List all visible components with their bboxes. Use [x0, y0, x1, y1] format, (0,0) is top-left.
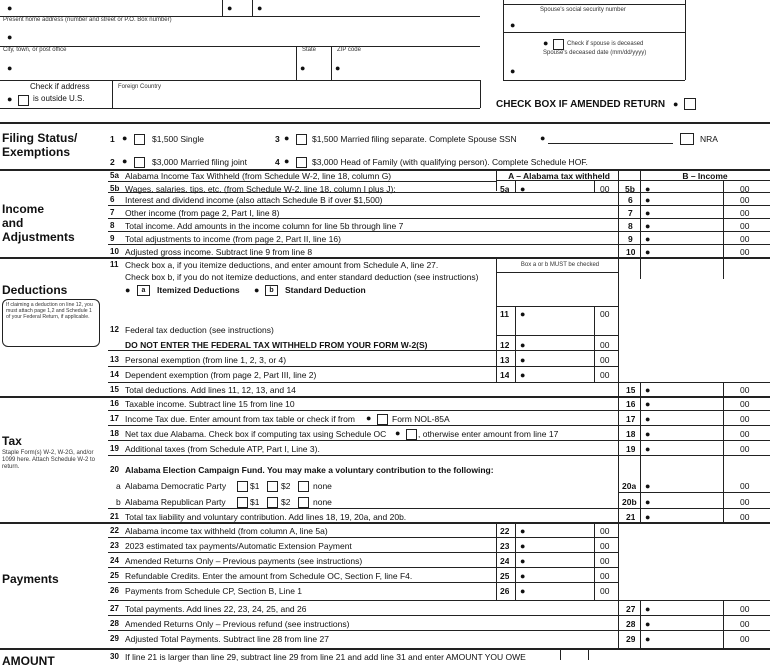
- deceased-checkbox[interactable]: [553, 39, 564, 50]
- address-label: Present home address (number and street or P.O. Box number): [3, 17, 172, 23]
- line-28-label: Amended Returns Only – Previous refund (see instructions): [125, 619, 350, 629]
- line-12-note: DO NOT ENTER THE FEDERAL TAX WITHHELD FROM YOUR FORM W-2(S): [125, 340, 428, 350]
- box-label: 29: [626, 634, 636, 644]
- line-13-label: Personal exemption (from line 1, 2, 3, or 4): [125, 355, 287, 365]
- line-18-label: Net tax due Alabama. Check box if computing tax using Schedule OC: [125, 429, 387, 439]
- nra-label: NRA: [700, 134, 718, 144]
- deductions-title: Deductions: [2, 283, 68, 297]
- line-12-label: Federal tax deduction (see instructions): [125, 325, 274, 335]
- line-29-input[interactable]: ●: [645, 634, 651, 644]
- cents: 00: [600, 586, 610, 596]
- income-title-2: and: [2, 216, 24, 230]
- line-number: 1: [110, 134, 115, 144]
- line-5a-label: Alabama Income Tax Withheld (from Schedule W-2, line 18, column G): [125, 171, 392, 181]
- line-20-label: Alabama Election Campaign Fund. You may make a voluntary contribution to the following:: [125, 465, 494, 475]
- line-25-label: Refundable Credits. Enter the amount from Schedule OC, Section F, line F4.: [125, 571, 413, 581]
- bullet: ●: [227, 3, 233, 13]
- bullet: ●: [7, 3, 13, 13]
- line-number: 3: [275, 134, 280, 144]
- line-29-label: Adjusted Total Payments. Subtract line 28 from line 27: [125, 634, 329, 644]
- cents: 00: [600, 355, 610, 365]
- amount-2: $2: [281, 481, 291, 491]
- line-8-label: Total income. Add amounts in the income column for line 5b through line 7: [125, 221, 404, 231]
- none-label: none: [313, 497, 332, 507]
- nol-label: Form NOL-85A: [392, 414, 450, 424]
- line-16-label: Taxable income. Subtract line 15 from line 10: [125, 399, 295, 409]
- cents: 00: [740, 497, 750, 507]
- line-26-label: Payments from Schedule CP, Section B, Line 1: [125, 586, 303, 596]
- cents: 00: [740, 512, 750, 522]
- bullet: ●: [284, 133, 290, 143]
- box-label: 28: [626, 619, 636, 629]
- none-label: none: [313, 481, 332, 491]
- state-field[interactable]: ●: [300, 63, 306, 73]
- filing-status-title: Filing Status/: [2, 131, 78, 145]
- cents: 00: [740, 184, 750, 194]
- tax-note: Staple Form(s) W-2, W-2G, and/or 1099 here. Attach Schedule W-2 to return.: [2, 450, 95, 470]
- zip-field[interactable]: ●: [335, 63, 341, 73]
- income-title: Income: [2, 202, 45, 216]
- line-20b-label: Alabama Republican Party: [125, 497, 226, 507]
- box-label: 11: [500, 309, 509, 319]
- cents: 00: [740, 604, 750, 614]
- cents: 00: [740, 221, 750, 231]
- line-30-label: If line 21 is larger than line 29, subtract line 29 from line 21 and add line 31 and enter AMOUNT YOU OWE: [125, 652, 526, 662]
- bullet: ●: [257, 3, 263, 13]
- bullet: ●: [543, 38, 549, 48]
- line-27-label: Total payments. Add lines 22, 23, 24, 25, and 26: [125, 604, 307, 614]
- amount-2: $2: [281, 497, 291, 507]
- head-of-family-checkbox[interactable]: [296, 157, 307, 168]
- cents: 00: [740, 444, 750, 454]
- payments-title: Payments: [2, 572, 59, 586]
- cents: 00: [740, 414, 750, 424]
- cents: 00: [740, 234, 750, 244]
- column-a-header: A – Alabama tax withheld: [508, 171, 610, 181]
- line-9-input[interactable]: ●: [645, 234, 651, 244]
- cents: 00: [740, 634, 750, 644]
- standard-label: Standard Deduction: [285, 285, 366, 295]
- bullet: ●: [122, 133, 128, 143]
- cents: 00: [740, 399, 750, 409]
- line-9-label: Total adjustments to income (from page 2, Part II, line 16): [125, 234, 341, 244]
- line-5a-input[interactable]: ●: [520, 184, 526, 194]
- amended-checkbox[interactable]: [684, 98, 696, 110]
- line-8-input[interactable]: ●: [645, 221, 651, 231]
- line-21-label: Total tax liability and voluntary contribution. Add lines 18, 19, 20a, and 20b.: [125, 512, 407, 522]
- cents: 00: [740, 385, 750, 395]
- line-14-label: Dependent exemption (from page 2, Part III, line 2): [125, 370, 317, 380]
- itemized-label: Itemized Deductions: [157, 285, 240, 295]
- married-separate-checkbox[interactable]: [296, 134, 307, 145]
- head-of-family-option: $3,000 Head of Family (with qualifying person). Complete Schedule HOF.: [312, 157, 588, 167]
- filing-status-title-2: Exemptions: [2, 145, 71, 159]
- line-6-label: Interest and dividend income (also attach Schedule B if over $1,500): [125, 195, 383, 205]
- cents: 00: [740, 619, 750, 629]
- rep-2-checkbox[interactable]: [267, 497, 278, 508]
- married-joint-option: $3,000 Married filing joint: [152, 157, 247, 167]
- line-15-label: Total deductions. Add lines 11, 12, 13, and 14: [125, 385, 296, 395]
- line-14-input[interactable]: ●: [520, 370, 526, 380]
- cents: 00: [600, 309, 610, 319]
- box-label: 5b: [625, 184, 635, 194]
- city-field[interactable]: ●: [7, 63, 13, 73]
- income-title-3: Adjustments: [2, 230, 75, 244]
- standard-checkbox[interactable]: b: [265, 285, 278, 296]
- cents: 00: [600, 571, 610, 581]
- cents: 00: [600, 184, 610, 194]
- line-12-input[interactable]: ●: [520, 340, 526, 350]
- nra-checkbox[interactable]: [680, 133, 694, 145]
- box-label: 15: [626, 385, 636, 395]
- line-10-label: Adjusted gross income. Subtract line 9 from line 8: [125, 247, 313, 257]
- box-label: 9: [628, 234, 633, 244]
- deceased-check-label: Check if spouse is deceased: [567, 41, 644, 47]
- cents: 00: [600, 370, 610, 380]
- line-11b-label: Check box b, if you do not itemize deductions, and enter standard deduction (see instructions): [125, 272, 479, 282]
- state-label: State: [302, 47, 317, 53]
- zip-label: ZIP code: [337, 47, 361, 53]
- box-label: 17: [626, 414, 636, 424]
- box-label: 20b: [622, 497, 637, 507]
- box-label: 22: [500, 526, 510, 536]
- cents: 00: [600, 541, 610, 551]
- must-check-note: Box a or b MUST be checked: [520, 262, 600, 268]
- city-label: City, town, or post office: [3, 47, 67, 53]
- line-23-label: 2023 estimated tax payments/Automatic Extension Payment: [125, 541, 352, 551]
- box-label: 16: [626, 399, 636, 409]
- cents: 00: [600, 526, 610, 536]
- rep-none-checkbox[interactable]: [298, 497, 309, 508]
- amended-label: CHECK BOX IF AMENDED RETURN: [496, 99, 666, 110]
- box-label: 12: [500, 340, 510, 350]
- spouse-ssn-input[interactable]: ●: [540, 133, 546, 143]
- line-28-input[interactable]: ●: [645, 619, 651, 629]
- line-label: b: [116, 497, 121, 507]
- cents: 00: [600, 556, 610, 566]
- single-option: $1,500 Single: [152, 134, 204, 144]
- line-13-input[interactable]: ●: [520, 355, 526, 365]
- line-19-input[interactable]: ●: [645, 444, 651, 454]
- itemized-checkbox[interactable]: a: [137, 285, 150, 296]
- single-checkbox[interactable]: [134, 134, 145, 145]
- spouse-ssn-label: Spouse's social security number: [540, 7, 626, 13]
- schedule-oc-checkbox[interactable]: [406, 429, 417, 440]
- box-label: 14: [500, 370, 510, 380]
- box-label: 19: [626, 444, 636, 454]
- line-26-input[interactable]: ●: [520, 586, 526, 596]
- bullet: ●: [395, 428, 401, 438]
- box-label: 10: [626, 247, 636, 257]
- box-label: 18: [626, 429, 636, 439]
- amount-1: $1: [250, 481, 260, 491]
- line-24-label: Amended Returns Only – Previous payments (see instructions): [125, 556, 363, 566]
- box-label: 24: [500, 556, 510, 566]
- column-b-header: B – Income: [682, 171, 728, 181]
- box-label: 20a: [622, 481, 637, 491]
- line-27-input[interactable]: ●: [645, 604, 651, 614]
- line-24-input[interactable]: ●: [520, 556, 526, 566]
- line-25-input[interactable]: ●: [520, 571, 526, 581]
- married-joint-checkbox[interactable]: [134, 157, 145, 168]
- address-field[interactable]: ●: [7, 32, 13, 42]
- box-label: 27: [626, 604, 636, 614]
- bullet: ●: [125, 285, 131, 295]
- box-label: 8: [628, 221, 633, 231]
- deceased-date-label: Spouse's deceased date (mm/dd/yyyy): [543, 50, 647, 56]
- cents: 00: [740, 195, 750, 205]
- box-label: 26: [500, 586, 510, 596]
- bullet: ●: [366, 413, 372, 423]
- amount-title: AMOUNT: [2, 654, 55, 668]
- cents: 00: [740, 429, 750, 439]
- line-15-input[interactable]: ●: [645, 385, 651, 395]
- dem-none-checkbox[interactable]: [298, 481, 309, 492]
- foreign-check-label-2: is outside U.S.: [33, 94, 85, 103]
- bullet: ●: [7, 94, 13, 104]
- box-label: 21: [626, 512, 636, 522]
- line-5b-label: Wages, salaries, tips, etc. (from Schedule W-2, line 18, column I plus J):: [125, 184, 396, 194]
- foreign-country-label: Foreign Country: [118, 84, 162, 90]
- line-16-input[interactable]: ●: [645, 399, 651, 409]
- bullet: ●: [122, 156, 128, 166]
- cents: 00: [740, 247, 750, 257]
- line-20b-input[interactable]: ●: [645, 497, 651, 507]
- nol-checkbox[interactable]: [377, 414, 388, 425]
- line-18-label-2: , otherwise enter amount from line 17: [418, 429, 559, 439]
- line-5b-input[interactable]: ●: [645, 184, 651, 194]
- line-number: 4: [275, 157, 280, 167]
- cents: 00: [740, 208, 750, 218]
- cents: 00: [600, 340, 610, 350]
- line-7-label: Other income (from page 2, Part I, line 8): [125, 208, 280, 218]
- rep-1-checkbox[interactable]: [237, 497, 248, 508]
- line-7-input[interactable]: ●: [645, 208, 651, 218]
- line-21-input[interactable]: ●: [645, 512, 651, 522]
- foreign-address-checkbox[interactable]: [18, 95, 29, 106]
- line-22-label: Alabama income tax withheld (from column A, line 5a): [125, 526, 328, 536]
- box-label: 7: [628, 208, 633, 218]
- foreign-check-label: Check if address: [30, 82, 90, 91]
- line-10-input[interactable]: ●: [645, 247, 651, 257]
- box-label: 6: [628, 195, 633, 205]
- line-22-input[interactable]: ●: [520, 526, 526, 536]
- tax-title: Tax: [2, 434, 22, 448]
- deductions-note: If claiming a deduction on line 12, you must attach page 1,2 and Schedule 1 of your Federal Return, if applicable.: [6, 302, 93, 320]
- dem-2-checkbox[interactable]: [267, 481, 278, 492]
- bullet: ●: [673, 99, 679, 109]
- bullet: ●: [254, 285, 260, 295]
- line-19-label: Additional taxes (from Schedule ATP, Part I, Line 3).: [125, 444, 320, 454]
- line-label: a: [116, 481, 121, 491]
- line-6-input[interactable]: ●: [645, 195, 651, 205]
- line-number: 2: [110, 157, 115, 167]
- line-11-input[interactable]: ●: [520, 309, 526, 319]
- box-label: 13: [500, 355, 510, 365]
- line-17-input[interactable]: ●: [645, 414, 651, 424]
- line-20a-input[interactable]: ●: [645, 481, 651, 491]
- line-20a-label: Alabama Democratic Party: [125, 481, 227, 491]
- cents: 00: [740, 481, 750, 491]
- married-separate-option: $1,500 Married filing separate. Complete Spouse SSN: [312, 134, 517, 144]
- line-18-input[interactable]: ●: [645, 429, 651, 439]
- amount-1: $1: [250, 497, 260, 507]
- line-11a-label: Check box a, if you itemize deductions, and enter amount from Schedule A, line 27.: [125, 260, 439, 270]
- box-label: 23: [500, 541, 510, 551]
- deceased-date-field[interactable]: ●: [510, 66, 516, 76]
- bullet: ●: [284, 156, 290, 166]
- dem-1-checkbox[interactable]: [237, 481, 248, 492]
- box-label: 25: [500, 571, 510, 581]
- line-17-label: Income Tax due. Enter amount from tax table or check if from: [125, 414, 355, 424]
- line-23-input[interactable]: ●: [520, 541, 526, 551]
- spouse-ssn-field[interactable]: ●: [510, 20, 516, 30]
- box-label: 5a: [500, 184, 510, 194]
